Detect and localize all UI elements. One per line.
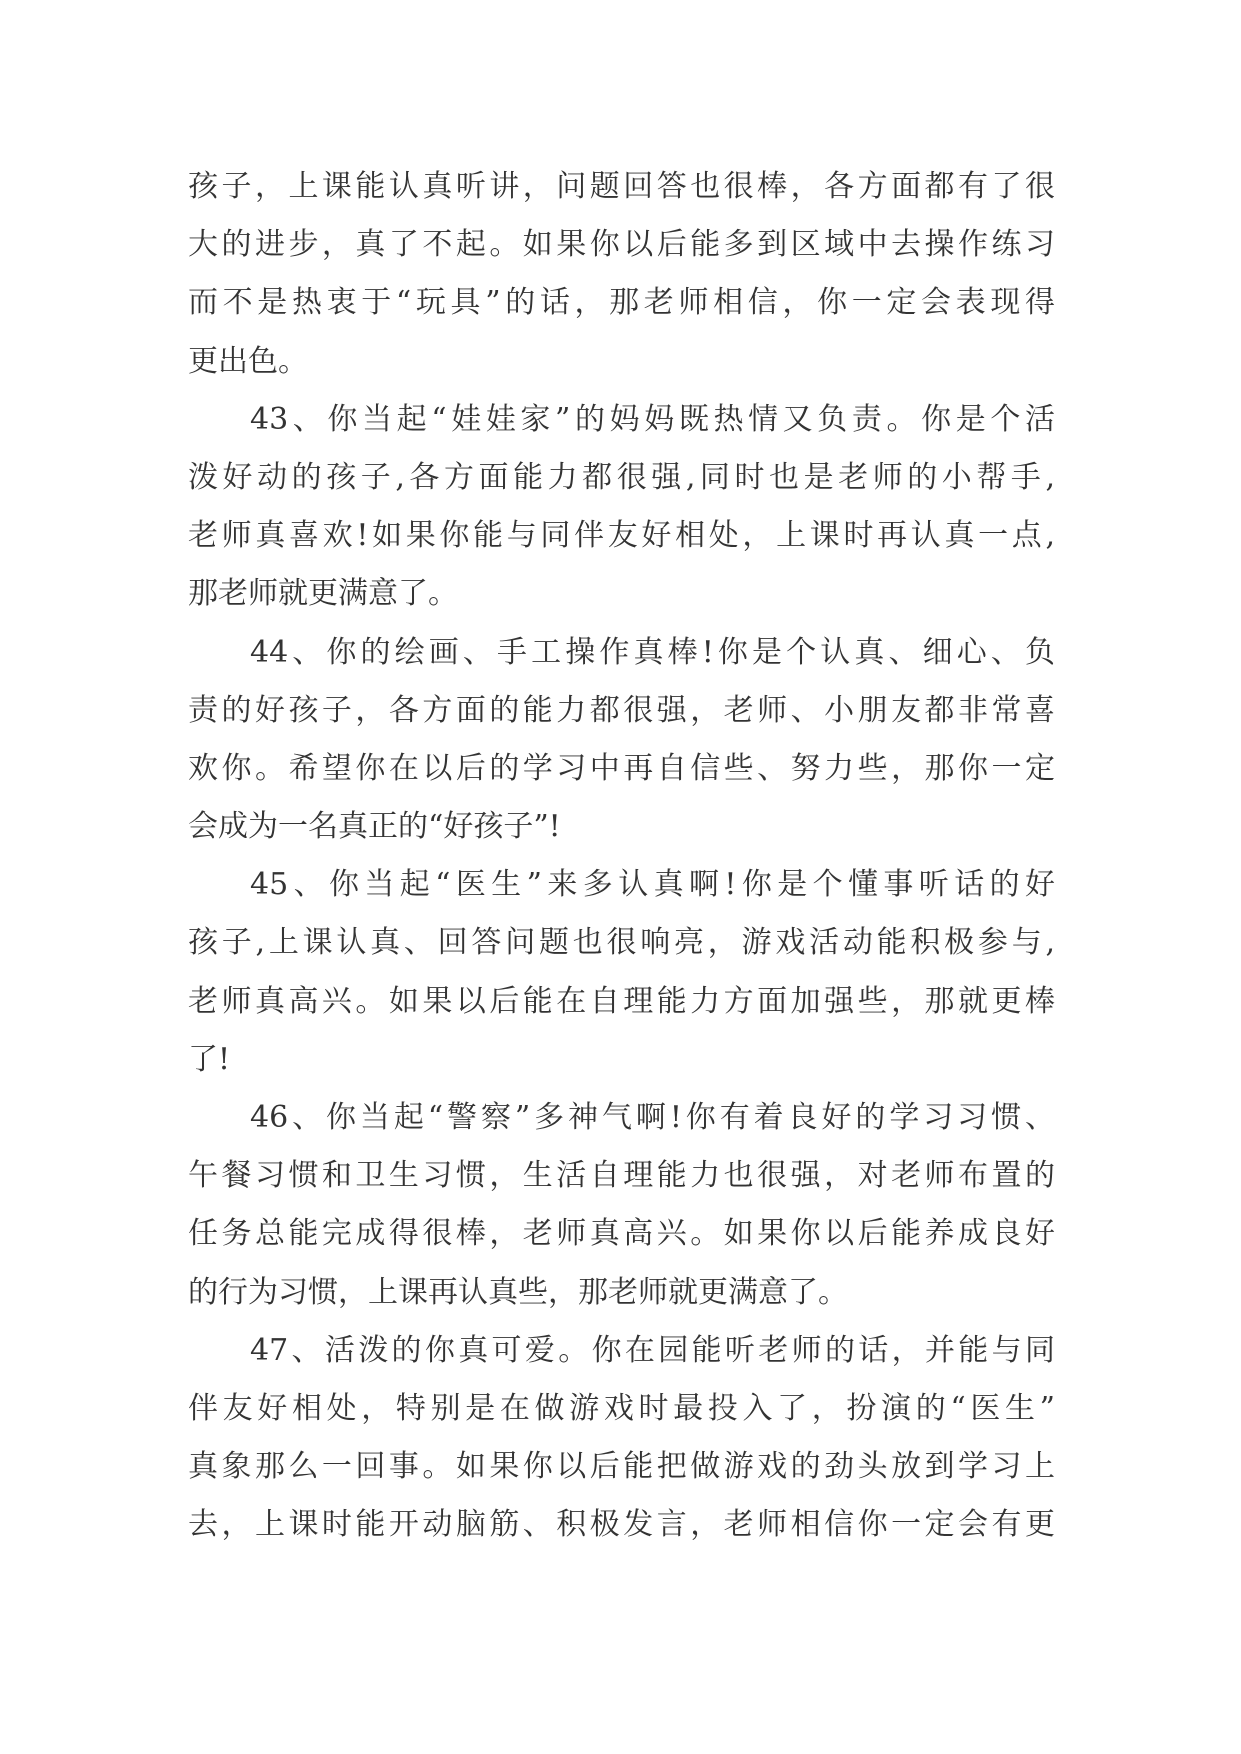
document-body [188,158,1055,1555]
text-line: 老师真喜欢!如果你能与同伴友好相处，上课时再认真一点, [188,518,1055,554]
text-line: 44、你的绘画、手工操作真棒!你是个认真、细心、负 [250,634,1055,670]
paragraph-43 [188,391,1055,624]
text-line: 大的进步，真了不起。如果你以后能多到区域中去操作练习 [188,227,1055,263]
text-line: 老师真高兴。如果以后能在自理能力方面加强些，那就更棒 [188,983,1055,1019]
text-line: 去，上课时能开动脑筋、积极发言，老师相信你一定会有更 [188,1507,1055,1543]
text-line: 47、活泼的你真可爱。你在园能听老师的话，并能与同 [250,1332,1055,1368]
text-line: 任务总能完成得很棒，老师真高兴。如果你以后能养成良好 [188,1216,1055,1252]
text-line: 真象那么一回事。如果你以后能把做游戏的劲头放到学习上 [188,1449,1055,1485]
text-line: 会成为一名真正的“好孩子”! [188,809,561,845]
text-line: 的行为习惯，上课再认真些，那老师就更满意了。 [188,1274,848,1310]
paragraph-47 [188,1322,1055,1555]
text-line: 孩子,上课认真、回答问题也很响亮，游戏活动能积极参与, [188,925,1055,961]
text-line: 欢你。希望你在以后的学习中再自信些、努力些，那你一定 [188,750,1055,786]
text-line: 午餐习惯和卫生习惯，生活自理能力也很强，对老师布置的 [188,1158,1055,1194]
text-line: 46、你当起“警察”多神气啊!你有着良好的学习习惯、 [250,1100,1055,1135]
paragraph-42-continuation [188,158,1055,391]
text-line: 了! [188,1041,231,1077]
text-line: 43、你当起“娃娃家”的妈妈既热情又负责。你是个活 [250,401,1055,437]
text-line: 而不是热衷于“玩具”的话，那老师相信，你一定会表现得 [188,285,1055,321]
text-line: 责的好孩子，各方面的能力都很强，老师、小朋友都非常喜 [188,692,1055,728]
text-line: 45、你当起“医生”来多认真啊!你是个懂事听话的好 [250,867,1055,903]
text-line: 泼好动的孩子,各方面能力都很强,同时也是老师的小帮手, [188,459,1055,495]
text-line: 那老师就更满意了。 [188,576,458,612]
text-line: 更出色。 [188,343,308,379]
paragraph-46 [188,1089,1055,1322]
paragraph-45 [188,856,1055,1089]
paragraph-44 [188,624,1055,857]
text-line: 伴友好相处，特别是在做游戏时最投入了，扮演的“医生” [188,1390,1055,1426]
text-line: 孩子，上课能认真听讲，问题回答也很棒，各方面都有了很 [188,169,1055,204]
